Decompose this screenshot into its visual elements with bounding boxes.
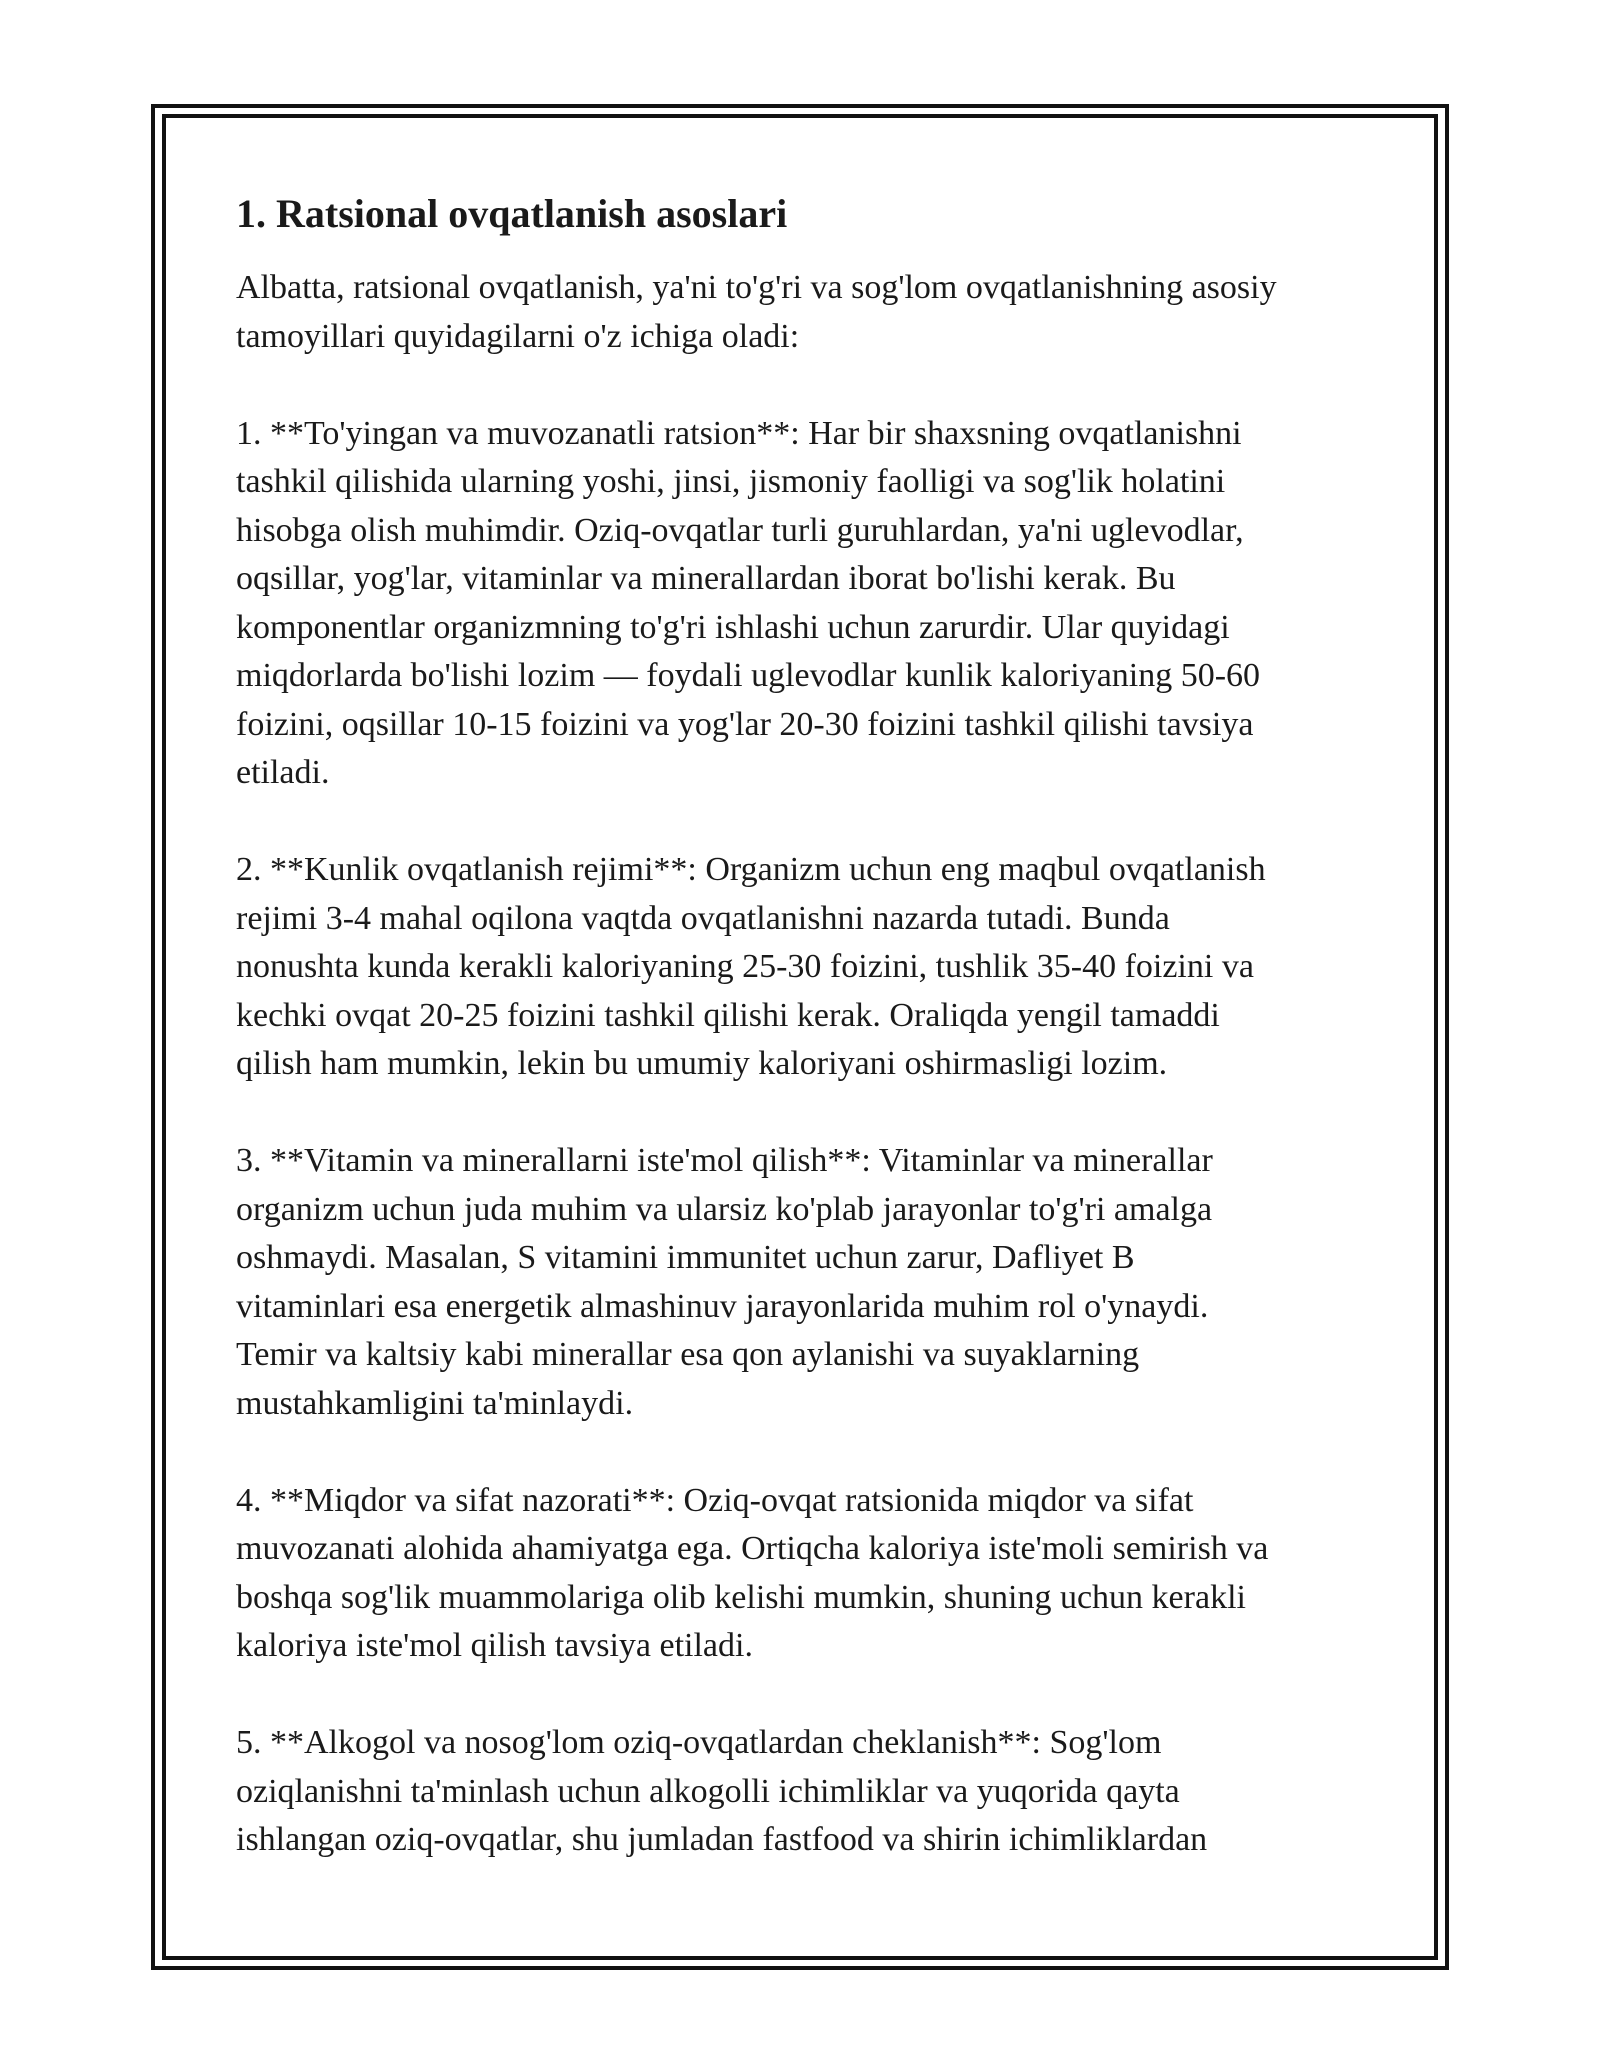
list-item-1: 1. **To'yingan va muvozanatli ratsion**: Har bir shaxsning ovqatlanishni tashkil qilishida ularning yoshi, jinsi, jismoniy faolligi va sog'lik holatini hisobga olish muhimdir. Oziq-ovqatlar turli guruhlardan, ya'ni uglevodlar, oqsillar, yog'lar, vitaminlar va minerallardan iborat bo'lishi kerak. Bu komponentlar organizmning to'g'ri ishlashi uchun zarurdir. Ular quyidagi miqdorlarda bo'lishi lozim — foydali uglevodlar kunlik kaloriyaning 50-60 foizini, oqsillar 10-15 foizini va yog'lar 20-30 foizini tashkil qilishi tavsiya etiladi. [236,414,1261,791]
document-body [236,186,1376,1865]
list-item-3: 3. **Vitamin va minerallarni iste'mol qilish**: Vitaminlar va minerallar organizm uchun juda muhim va ularsiz ko'plab jarayonlar to'g'ri amalga oshmaydi. Masalan, S vitamini immunitet uchun zarur, Dafliyet B vitaminlari esa energetik almashinuv jarayonlarida muhim rol o'ynaydi. Temir va kaltsiy kabi minerallar esa qon aylanishi va suyaklarning mustahkamligini ta'minlaydi. [236,1142,1213,1422]
intro-paragraph: Albatta, ratsional ovqatlanish, ya'ni to'g'ri va sog'lom ovqatlanishning asosiy tamoyillari quyidagilarni o'z ichiga oladi: [236,269,1277,355]
list-item-5: 5. **Alkogol va nosog'lom oziq-ovqatlardan cheklanish**: Sog'lom oziqlanishni ta'minlash uchun alkogolli ichimliklar va yuqorida qayta ishlangan oziq-ovqatlar, shu jumladan fastfood va shirin ichimliklardan [236,1724,1208,1858]
section-heading: 1. Ratsional ovqatlanish asoslari [236,191,788,236]
list-item-2: 2. **Kunlik ovqatlanish rejimi**: Organizm uchun eng maqbul ovqatlanish rejimi 3-4 mahal oqilona vaqtda ovqatlanishni nazarda tutadi. Bunda nonushta kunda kerakli kaloriyaning 25-30 foizini, tushlik 35-40 foizini va kechki ovqat 20-25 foizini tashkil qilishi kerak. Oraliqda yengil tamaddi qilish ham mumkin, lekin bu umumiy kaloriyani oshirmasligi lozim. [236,851,1266,1082]
list-item-4: 4. **Miqdor va sifat nazorati**: Oziq-ovqat ratsionida miqdor va sifat muvozanati alohida ahamiyatga ega. Ortiqcha kaloriya iste'moli semirish va boshqa sog'lik muammolariga olib kelishi mumkin, shuning uchun kerakli kaloriya iste'mol qilish tavsiya etiladi. [236,1481,1269,1664]
